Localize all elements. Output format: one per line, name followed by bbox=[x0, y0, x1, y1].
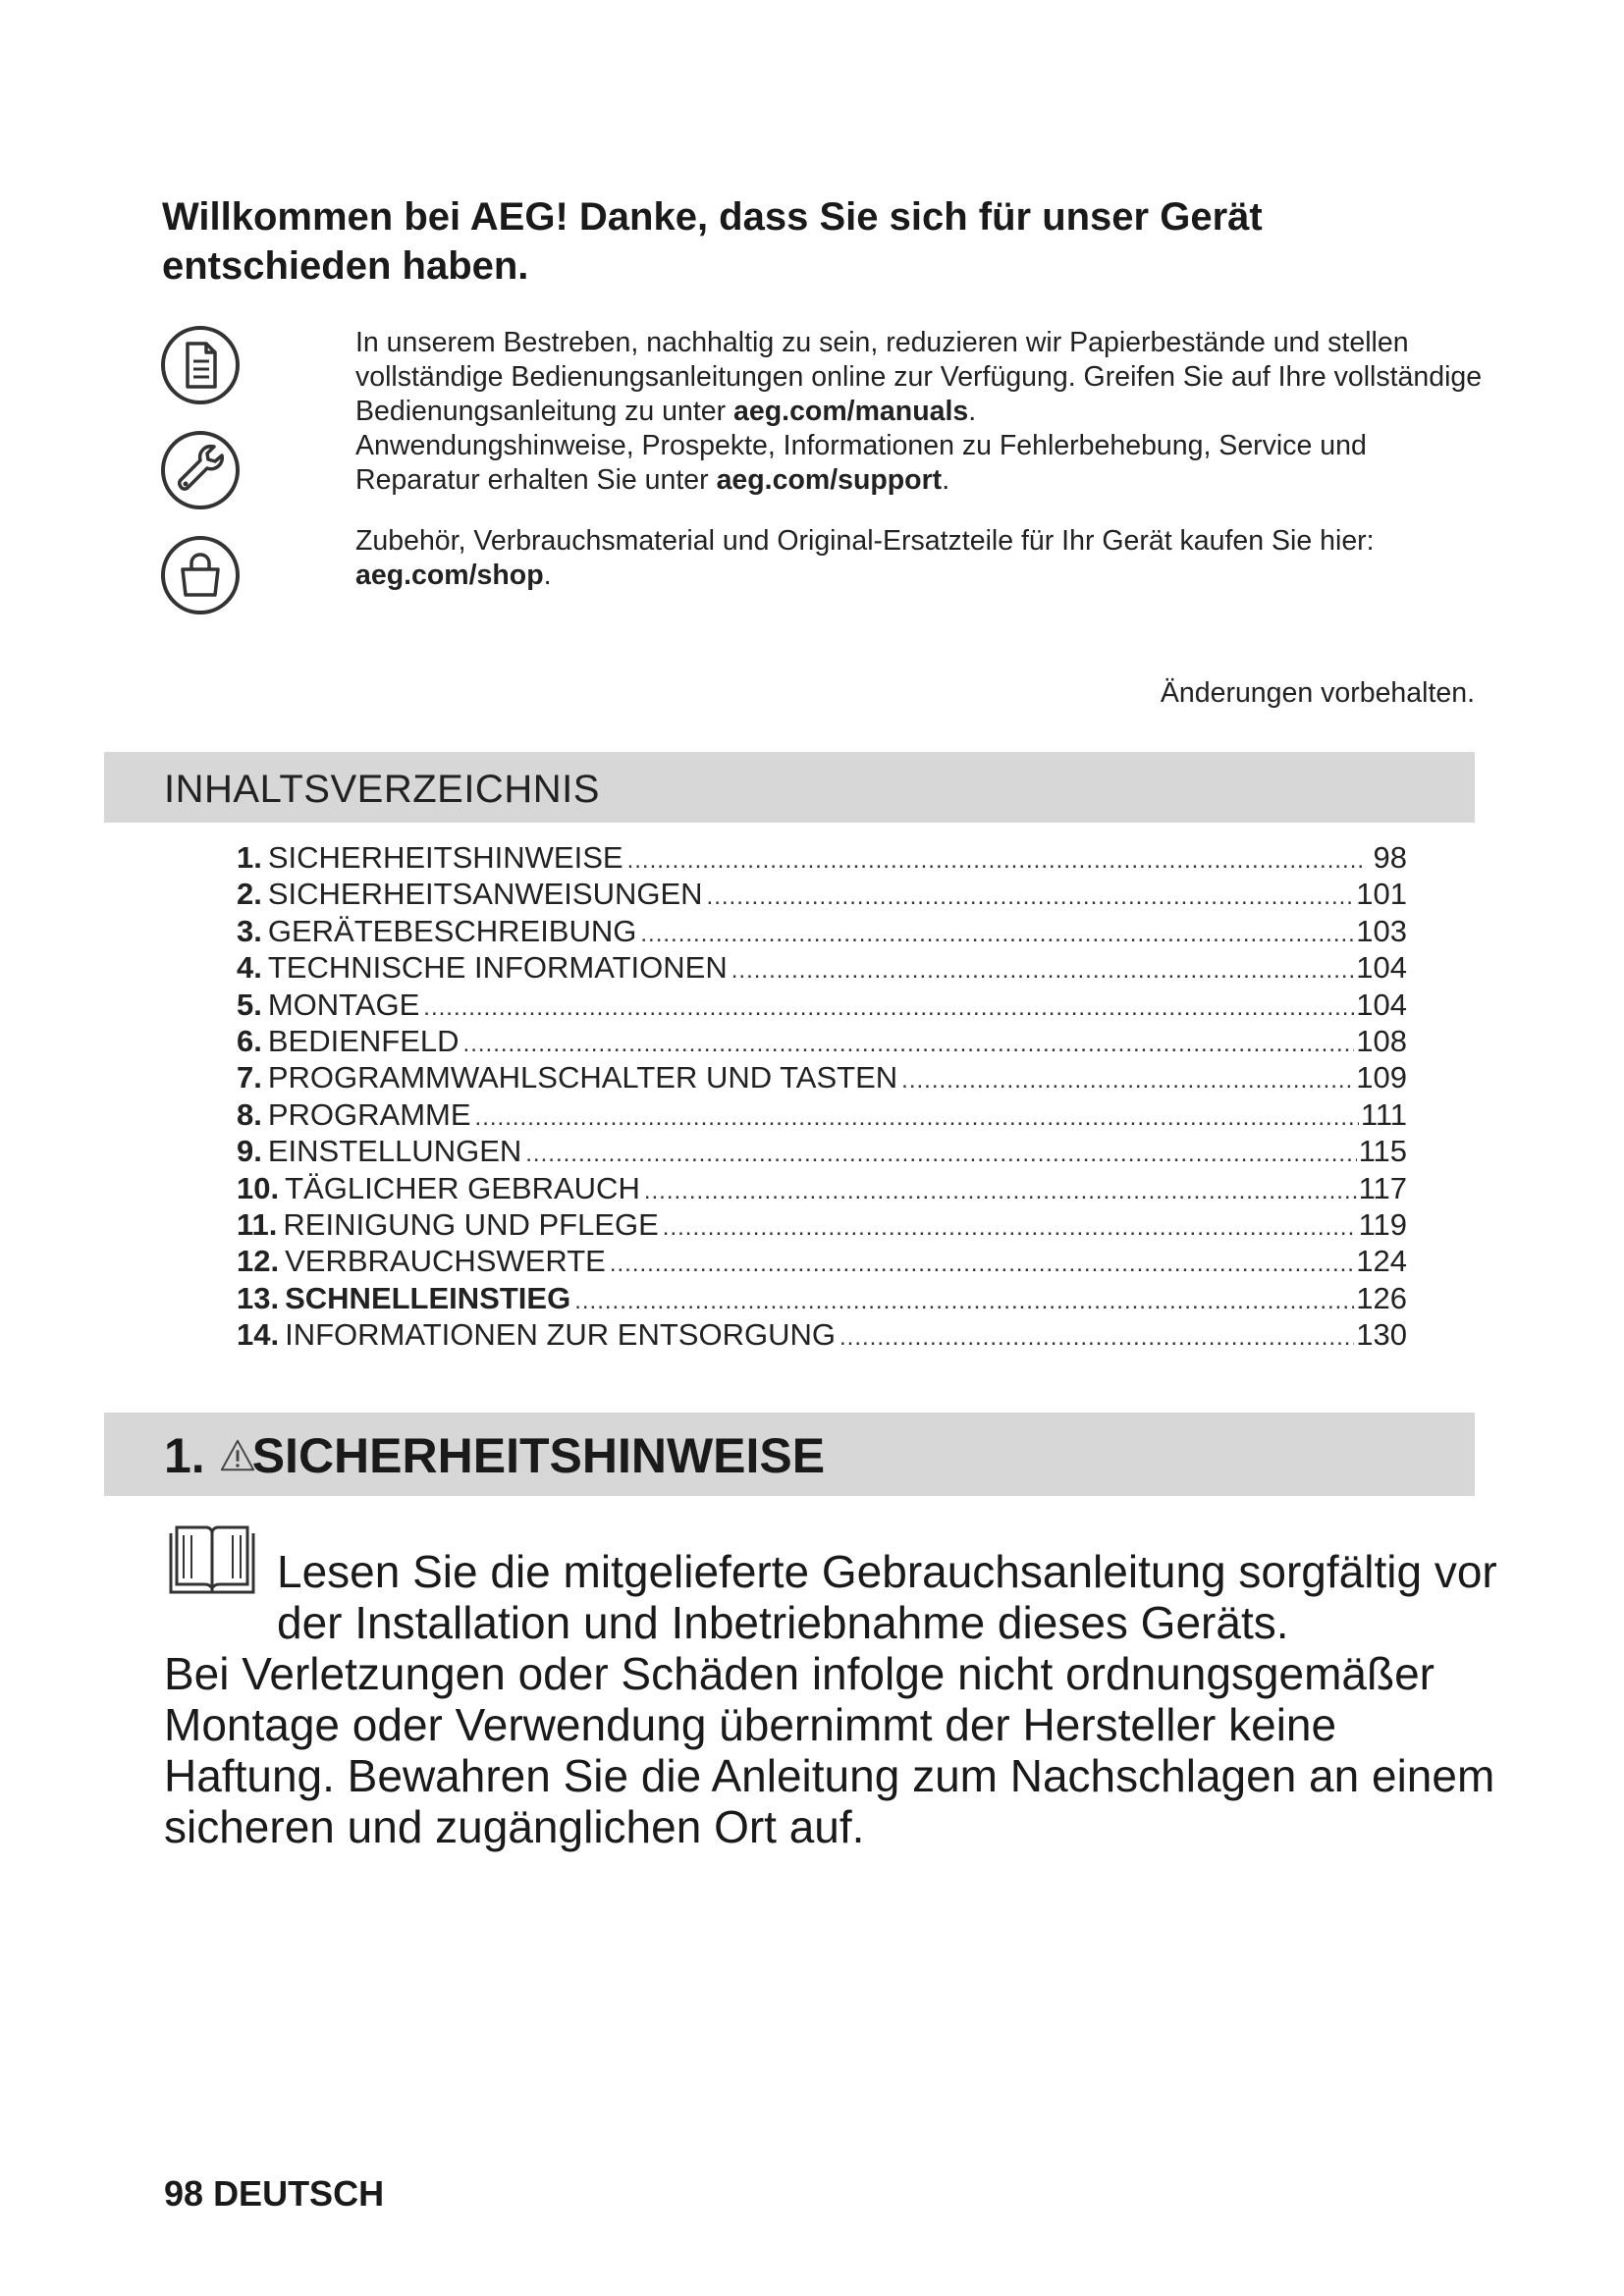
warning-triangle-icon bbox=[219, 1437, 256, 1474]
toc-item-leader bbox=[627, 847, 1362, 875]
toc-item-leader bbox=[574, 1288, 1354, 1315]
manuals-link[interactable]: aeg.com/manuals bbox=[733, 396, 969, 427]
safety-intro bbox=[164, 1546, 1499, 1852]
toc-item-title: REINIGUNG UND PFLEGE bbox=[283, 1206, 659, 1242]
toc-item[interactable] bbox=[237, 1244, 1407, 1280]
toc-item-page: 126 bbox=[1356, 1280, 1407, 1315]
toc-item[interactable] bbox=[237, 1060, 1407, 1096]
toc-item-page: 108 bbox=[1356, 1023, 1407, 1058]
toc-item[interactable] bbox=[237, 1317, 1407, 1354]
toc-item[interactable] bbox=[237, 840, 1407, 877]
toc-item-leader bbox=[707, 883, 1355, 911]
toc-item-leader bbox=[525, 1141, 1356, 1168]
toc-item-number: 11. bbox=[237, 1206, 278, 1242]
toc-item-title: SICHERHEITSANWEISUNGEN bbox=[267, 877, 703, 912]
toc-item-leader bbox=[475, 1104, 1359, 1132]
toc-item-title: INFORMATIONEN ZUR ENTSORGUNG bbox=[285, 1317, 836, 1353]
safety-paragraph-2: Bei Verletzungen oder Schäden infolge nicht ordnungsgemäßer Montage oder Verwendung übernimmt der Hersteller keine Haftung. Bewahren Sie die Anleitung zum Nachschlagen an einem sicheren und zugänglichen Ort auf. bbox=[164, 1648, 1495, 1852]
toc-item-page: 130 bbox=[1356, 1317, 1407, 1353]
toc-item-page: 115 bbox=[1358, 1134, 1407, 1169]
toc-item-number: 5. bbox=[237, 987, 262, 1022]
toc-item-number: 1. bbox=[237, 840, 262, 875]
toc-item-page: 124 bbox=[1356, 1244, 1407, 1279]
toc-item-number: 3. bbox=[237, 913, 262, 948]
toc-item[interactable] bbox=[237, 1097, 1407, 1134]
section-1-number: 1. bbox=[164, 1428, 205, 1483]
toc-item[interactable] bbox=[237, 1171, 1407, 1207]
toc-item-leader bbox=[610, 1251, 1354, 1278]
welcome-title: Willkommen bei AEG! Danke, dass Sie sich für unser Gerät entschieden haben. bbox=[162, 195, 1263, 288]
toc-item-number: 10. bbox=[237, 1170, 280, 1205]
changes-note: Änderungen vorbehalten. bbox=[1160, 677, 1475, 709]
toc-item-title: TECHNISCHE INFORMATIONEN bbox=[267, 950, 728, 986]
support-text: Anwendungshinweise, Prospekte, Informationen zu Fehlerbehebung, Service und Reparatur erhalten Sie unter bbox=[355, 430, 1367, 496]
toc-item-title: TÄGLICHER GEBRAUCH bbox=[285, 1170, 640, 1205]
toc-item-page: 101 bbox=[1356, 877, 1407, 912]
toc-item-title: SICHERHEITSHINWEISE bbox=[267, 840, 623, 875]
support-link[interactable]: aeg.com/support bbox=[716, 464, 943, 496]
document-icon bbox=[159, 324, 242, 406]
toc-item-leader bbox=[640, 921, 1354, 948]
toc-item-number: 2. bbox=[237, 877, 262, 912]
toc-item[interactable] bbox=[237, 988, 1407, 1024]
toc-item-leader bbox=[731, 957, 1355, 985]
safety-paragraph-1: Lesen Sie die mitgelieferte Gebrauchsanleitung sorgfältig vor der Installation und Inbetriebnahme dieses Geräts. bbox=[277, 1546, 1497, 1648]
toc-item-page: 104 bbox=[1356, 950, 1407, 986]
shop-text: Zubehör, Verbrauchsmaterial und Original-Ersatzteile für Ihr Gerät kaufen Sie hier: bbox=[355, 525, 1375, 557]
toc-list bbox=[237, 840, 1407, 1354]
manuals-info: In unserem Bestreben, nachhaltig zu sein, reduzieren wir Papierbestände und stellen vollständige Bedienungsanleitungen online zur Verfügung. Greifen Sie auf Ihre vollständige Bedienungsanleitung zu unter aeg.com/manuals. Anwendungshinweise, Prospekte, Informationen zu Fehlerbehebung, Service und Reparatur erhalten Sie unter aeg.com/support. bbox=[355, 327, 1483, 496]
toc-heading: INHALTSVERZEICHNIS bbox=[164, 768, 600, 811]
toc-item-leader bbox=[463, 1031, 1355, 1058]
shop-link[interactable]: aeg.com/shop bbox=[355, 560, 544, 591]
toc-item-leader bbox=[644, 1178, 1357, 1205]
toc-item-page: 119 bbox=[1358, 1206, 1407, 1242]
manuals-text: In unserem Bestreben, nachhaltig zu sein, reduzieren wir Papierbestände und stellen vollständige Bedienungsanleitungen online zur Verfügung. Greifen Sie auf Ihre vollständige Bedienungsanleitung zu unter bbox=[355, 327, 1483, 427]
toc-item-number: 9. bbox=[237, 1134, 262, 1169]
toc-item-number: 4. bbox=[237, 950, 262, 986]
toc-item-number: 8. bbox=[237, 1096, 262, 1132]
toc-item-number: 14. bbox=[237, 1317, 280, 1353]
toc-item-title: PROGRAMME bbox=[267, 1096, 471, 1132]
toc-item-title: GERÄTEBESCHREIBUNG bbox=[267, 913, 637, 948]
toc-item-page: 103 bbox=[1356, 913, 1407, 948]
shop-info: Zubehör, Verbrauchsmaterial und Original-Ersatzteile für Ihr Gerät kaufen Sie hier: aeg.com/shop. bbox=[355, 525, 1375, 591]
toc-item-number: 13. bbox=[237, 1280, 280, 1315]
toc-item-title: SCHNELLEINSTIEG bbox=[285, 1280, 571, 1315]
page-number: 98 bbox=[164, 2173, 204, 2214]
toc-item-page: 111 bbox=[1360, 1096, 1407, 1132]
toc-item-number: 6. bbox=[237, 1023, 262, 1058]
toc-item-title: PROGRAMMWAHLSCHALTER UND TASTEN bbox=[267, 1060, 898, 1095]
toc-item-leader bbox=[423, 994, 1354, 1022]
toc-item-page: 104 bbox=[1356, 987, 1407, 1022]
toc-item[interactable] bbox=[237, 1281, 1407, 1317]
section-1-heading bbox=[164, 1427, 825, 1484]
wrench-icon bbox=[159, 429, 242, 511]
toc-item[interactable] bbox=[237, 1207, 1407, 1244]
page-footer bbox=[164, 2173, 384, 2215]
toc-item[interactable] bbox=[237, 1134, 1407, 1170]
toc-item-title: BEDIENFELD bbox=[267, 1023, 460, 1058]
toc-item-page: 109 bbox=[1356, 1060, 1407, 1095]
footer-language: DEUTSCH bbox=[213, 2173, 385, 2214]
toc-item[interactable] bbox=[237, 1024, 1407, 1060]
toc-item-leader bbox=[839, 1324, 1354, 1352]
info-icons bbox=[159, 324, 244, 618]
toc-item-title: MONTAGE bbox=[267, 987, 420, 1022]
toc-item[interactable] bbox=[237, 877, 1407, 913]
toc-item-leader bbox=[663, 1214, 1357, 1242]
toc-item-page: 117 bbox=[1358, 1170, 1407, 1205]
toc-item-number: 12. bbox=[237, 1244, 280, 1279]
shopping-bag-icon bbox=[159, 534, 242, 616]
section-1-title: SICHERHEITSHINWEISE bbox=[251, 1428, 826, 1483]
toc-item-leader bbox=[901, 1067, 1354, 1095]
toc-item-title: EINSTELLUNGEN bbox=[267, 1134, 522, 1169]
toc-item-page: 98 bbox=[1373, 840, 1407, 875]
toc-item[interactable] bbox=[237, 914, 1407, 950]
toc-item-title: VERBRAUCHSWERTE bbox=[285, 1244, 606, 1279]
toc-item-number: 7. bbox=[237, 1060, 262, 1095]
toc-item[interactable] bbox=[237, 950, 1407, 987]
